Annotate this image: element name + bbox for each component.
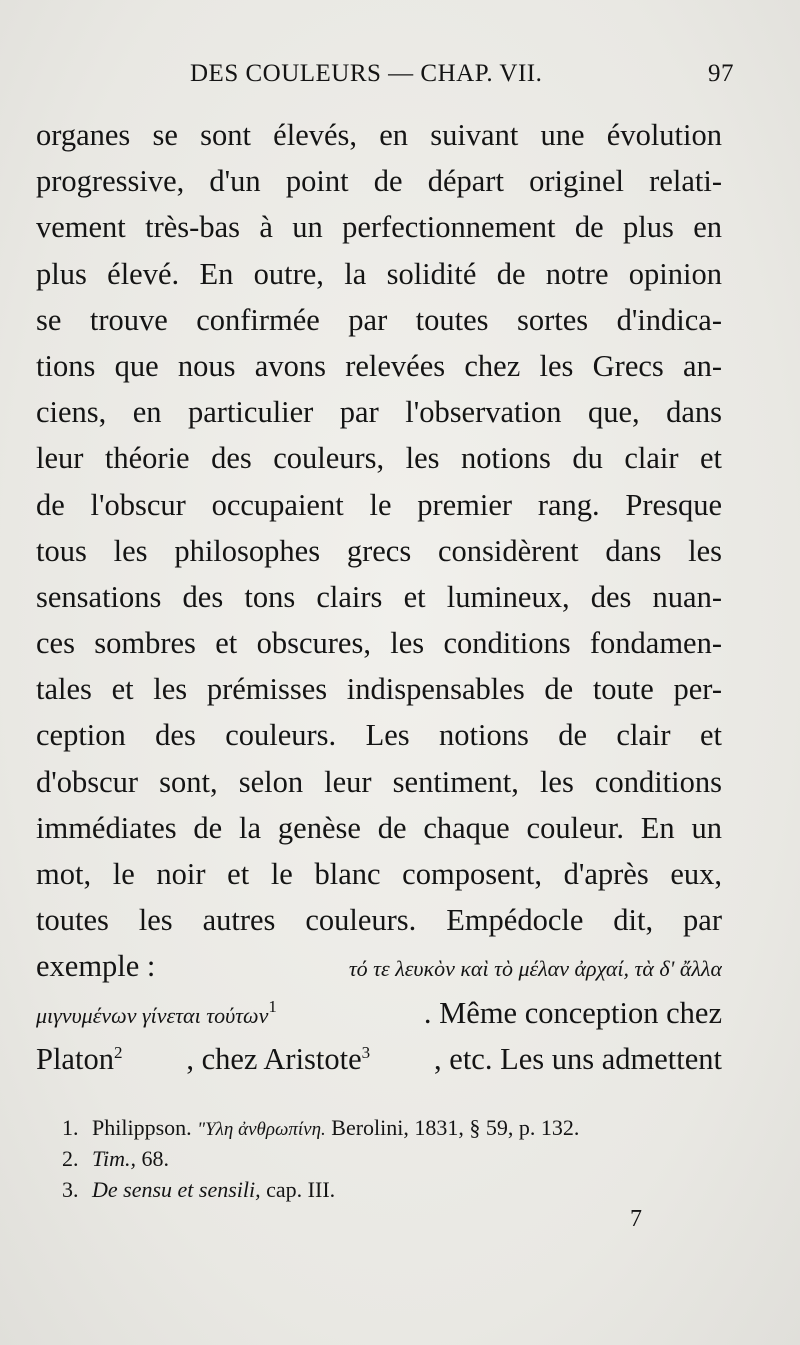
text-line: plus élevé. En outre, la solidité de notre opinion: [36, 256, 722, 291]
text-line: vement très-bas à un perfectionnement de plus en: [36, 210, 722, 245]
text-line-greek-quote-end: [36, 990, 722, 1036]
text-line: de l'obscur occupaient le premier rang. Presque: [36, 487, 722, 522]
footnote-text: 68.: [136, 1146, 170, 1171]
text-line: mot, le noir et le blanc composent, d'après eux,: [36, 857, 722, 891]
text-line: tous les philosophes grecs considèrent dans les: [36, 533, 722, 568]
footnote-number: 2.: [62, 1146, 79, 1171]
text-line: ciens, en particulier par l'observation que, dans: [36, 395, 722, 430]
footnote: [62, 1112, 742, 1143]
text-line: organes se sont élevés, en suivant une évolution: [36, 118, 722, 152]
text-line: sensations des tons clairs et lumineux, des nuan-: [36, 579, 722, 614]
footnote-number: 3.: [62, 1177, 79, 1202]
page-number: 97: [708, 60, 734, 87]
footnote-greek: "Υλη ἀνθρωπίνη.: [197, 1119, 326, 1140]
greek-quotation: μιγνυμένων γίνεται τούτων: [36, 1002, 269, 1028]
text-fragment: Platon: [36, 1041, 114, 1076]
footnote-number: 1.: [62, 1115, 79, 1140]
text-fragment: exemple :: [36, 949, 156, 984]
text-line: immédiates de la genèse de chaque couleur. En un: [36, 810, 722, 845]
text-line: ces sombres et obscures, les conditions fondamen-: [36, 626, 722, 661]
footnote-text: cap. III.: [260, 1177, 336, 1202]
footnote-text: Berolini, 1831, § 59, p. 132.: [325, 1115, 580, 1140]
text-line: d'obscur sont, selon leur sentiment, les conditions: [36, 764, 722, 799]
text-line: toutes les autres couleurs. Empédocle dit, par: [36, 903, 722, 938]
text-fragment: , etc. Les uns admettent: [434, 1041, 722, 1076]
signature-mark: 7: [630, 1206, 642, 1232]
footnote-ref: 2: [113, 1042, 123, 1062]
footnote-text: Philippson.: [92, 1115, 198, 1140]
text-line: se trouve confirmée par toutes sortes d'indica-: [36, 302, 722, 337]
text-fragment: . Même conception chez: [423, 995, 722, 1030]
text-line: progressive, d'un point de départ originel relati-: [36, 164, 722, 199]
footnote-ref: 3: [361, 1042, 371, 1062]
text-line: leur théorie des couleurs, les notions du clair et: [36, 441, 722, 476]
footnote-title: De sensu et sensili,: [92, 1177, 261, 1202]
greek-quotation: τό τε λευκὸν καὶ τὸ μέλαν ἀρχαί, τὰ δ' ἄλλα: [348, 956, 722, 982]
footnote: [62, 1143, 742, 1174]
text-fragment: , chez Aristote: [186, 1041, 362, 1076]
footnote: [62, 1174, 742, 1205]
body-text: [36, 112, 722, 1082]
footnotes: [62, 1112, 742, 1205]
footnote-title: Tim.,: [92, 1146, 137, 1171]
text-line: [36, 1036, 722, 1082]
text-line: tales et les prémisses indispensables de toute per-: [36, 672, 722, 707]
running-title: DES COULEURS — CHAP. VII.: [190, 60, 543, 87]
page-header: [0, 60, 800, 100]
text-line-greek-quote: [36, 943, 722, 989]
footnote-ref: 1: [268, 996, 277, 1016]
text-line: ception des couleurs. Les notions de clair et: [36, 718, 722, 753]
text-line: tions que nous avons relevées chez les Grecs an-: [36, 348, 722, 383]
